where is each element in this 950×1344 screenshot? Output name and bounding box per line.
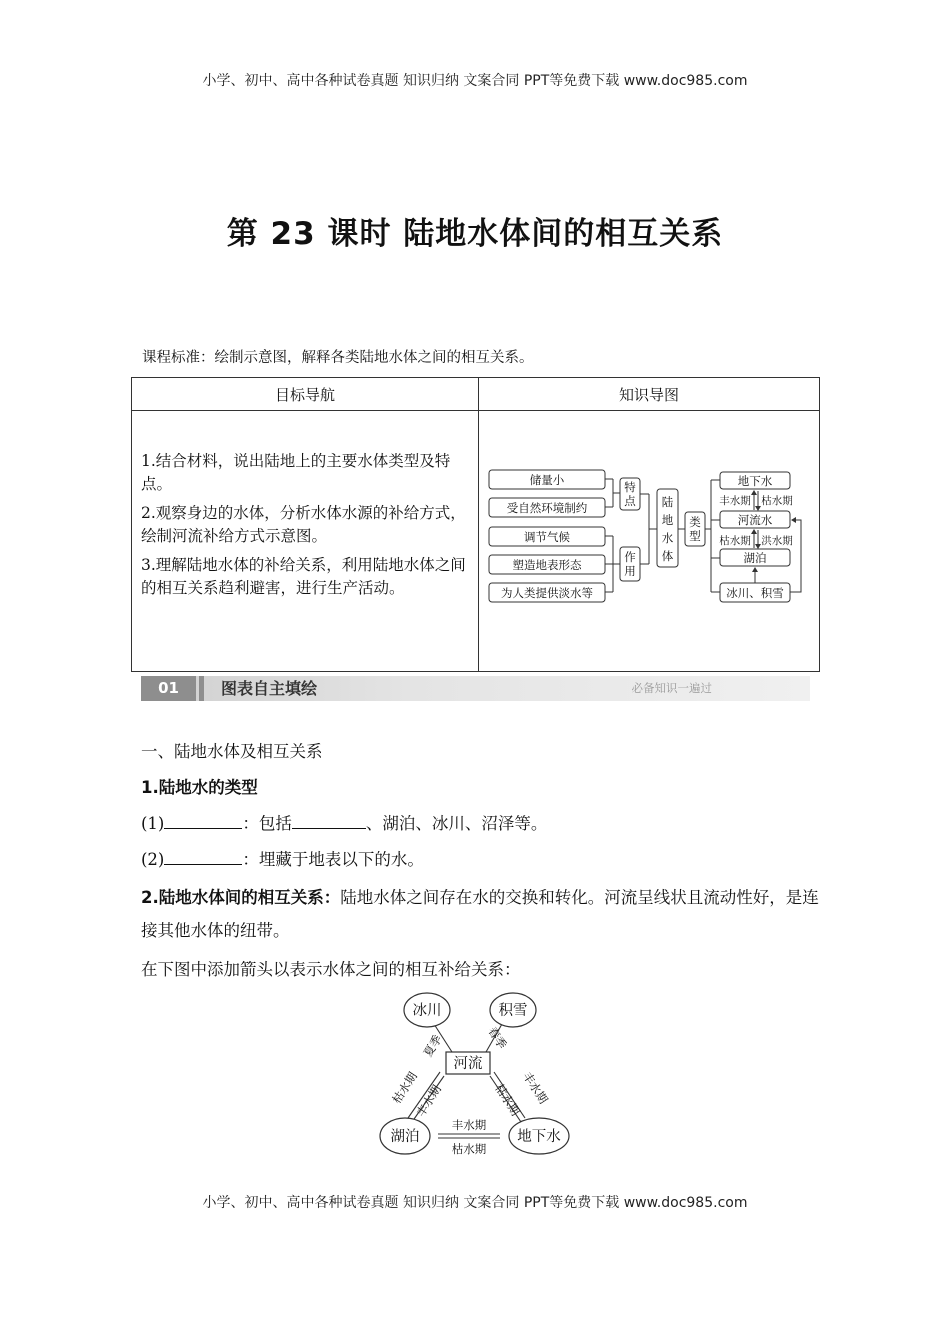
item1-mid: ：包括 (242, 814, 292, 833)
dg-spring: 春季 (485, 1024, 510, 1052)
mm-type-1: 地下水 (737, 474, 773, 488)
mm-trait-bracket (605, 479, 620, 507)
item1-prefix: (1) (141, 814, 165, 833)
dg-right-inner: 枯水期 (492, 1081, 523, 1119)
mm-trait-2: 受自然环境制约 (506, 501, 588, 515)
mm-trait-1: 储量小 (529, 473, 565, 487)
dg-lake-label: 湖泊 (390, 1129, 420, 1145)
course-standard: 课程标准：绘制示意图，解释各类陆地水体之间的相互关系。 (142, 350, 534, 366)
mm-arrowhead-up (751, 490, 757, 495)
mm-types-char-1: 类 (689, 515, 701, 529)
paragraph-relations (141, 881, 821, 947)
mm-arrowhead-snow-river (791, 517, 796, 523)
mm-arrowhead-down (755, 506, 761, 511)
mm-label-river-lake-left: 枯水期 (719, 535, 751, 547)
mm-traits-char-1: 特 (624, 480, 636, 494)
goals-cell (132, 411, 479, 672)
footer-banner: 小学、初中、高中各种试卷真题 知识归纳 文案合同 PPT等免费下载 www.doc985.com (202, 1195, 748, 1211)
subheading-2: 2.陆地水体间的相互关系： (141, 888, 341, 907)
knowledge-mind-map (479, 411, 819, 671)
mindmap-cell (479, 411, 820, 672)
blank-1[interactable] (164, 813, 242, 829)
goal-header: 目标导航 (132, 378, 479, 411)
mm-role-3: 为人类提供淡水等 (501, 586, 593, 600)
page-title: 第 23 课时 陆地水体间的相互关系 (226, 216, 724, 252)
fill-line-1 (141, 810, 547, 834)
section-number: 01 (141, 676, 196, 701)
mindmap-header: 知识导图 (479, 378, 820, 411)
mm-arrowhead-snow (752, 567, 758, 572)
blank-3[interactable] (164, 849, 242, 865)
mm-arrowhead-down-2 (755, 544, 761, 549)
dg-bottom-top: 丰水期 (451, 1118, 487, 1132)
heading-1: 一、陆地水体及相互关系 (141, 742, 323, 761)
mm-traits-char-2: 点 (624, 494, 636, 508)
mm-center-char-3: 水 (661, 531, 674, 545)
mm-label-gw-river-left: 丰水期 (719, 495, 751, 507)
item2-prefix: (2) (141, 850, 165, 869)
mm-center-char-4: 体 (661, 549, 674, 563)
mm-role-bracket (605, 536, 620, 592)
dg-left-inner: 丰水期 (413, 1082, 444, 1120)
dg-groundwater-label: 地下水 (517, 1129, 561, 1145)
mm-center-char-2: 地 (661, 513, 674, 527)
dg-glacier-label: 冰川 (412, 1003, 442, 1019)
water-relation-diagram (370, 988, 585, 1164)
dg-river-label: 河流 (453, 1056, 483, 1072)
section-note: 必备知识一遍过 (631, 681, 712, 695)
goal-item-2: 2.观察身边的水体，分析水体水源的补给方式，绘制河流补给方式示意图。 (141, 504, 466, 545)
mm-arrow-snow-river (790, 520, 801, 592)
mm-types-char-2: 型 (689, 529, 701, 543)
fill-line-2 (141, 846, 424, 870)
goal-item-1: 1.结合材料，说出陆地上的主要水体类型及特点。 (141, 452, 451, 493)
relations-text: 陆地水体之间存在水的交换和转化。河流呈线状且流动性好，是连接其他水体的纽带。 (141, 888, 819, 940)
instruction-text: 在下图中添加箭头以表示水体之间的相互补给关系： (141, 960, 521, 979)
dg-summer: 夏季 (420, 1032, 445, 1060)
section-title: 图表自主填绘 (221, 679, 318, 698)
dg-left-outer: 枯水期 (389, 1069, 420, 1107)
mm-arrowhead-up-2 (751, 529, 757, 534)
mm-type-3: 湖泊 (743, 551, 767, 565)
header-banner: 小学、初中、高中各种试卷真题 知识归纳 文案合同 PPT等免费下载 www.doc985.com (202, 73, 748, 89)
item1-suffix: 、湖泊、冰川、沼泽等。 (365, 814, 548, 833)
dg-snow-label: 积雪 (498, 1003, 528, 1019)
section-bar (141, 676, 810, 701)
mm-role-1: 调节气候 (524, 530, 570, 544)
goal-item-3: 3.理解陆地水体的补给关系，利用陆地水体之间的相互关系趋利避害，进行生产活动。 (141, 556, 466, 597)
dg-right-outer: 丰水期 (520, 1069, 551, 1107)
subheading-1: 1.陆地水的类型 (141, 778, 258, 797)
blank-2[interactable] (292, 813, 366, 829)
item2-suffix: ：埋藏于地表以下的水。 (242, 850, 424, 869)
mm-label-river-lake-right: 洪水期 (761, 535, 793, 547)
mm-label-gw-river-right: 枯水期 (761, 495, 793, 507)
mm-roles-char-1: 作 (624, 550, 636, 564)
dg-bottom-bottom: 枯水期 (451, 1142, 487, 1156)
nav-table (131, 377, 820, 672)
mm-role-2: 塑造地表形态 (512, 558, 582, 572)
mm-center-char-1: 陆 (661, 495, 674, 509)
section-separator (199, 676, 204, 701)
mm-roles-char-2: 用 (624, 564, 636, 578)
mm-type-4: 冰川、积雪 (726, 586, 784, 600)
mm-type-2: 河流水 (737, 513, 773, 527)
mm-center-bracket (640, 494, 657, 564)
mm-type-bracket (705, 480, 720, 592)
